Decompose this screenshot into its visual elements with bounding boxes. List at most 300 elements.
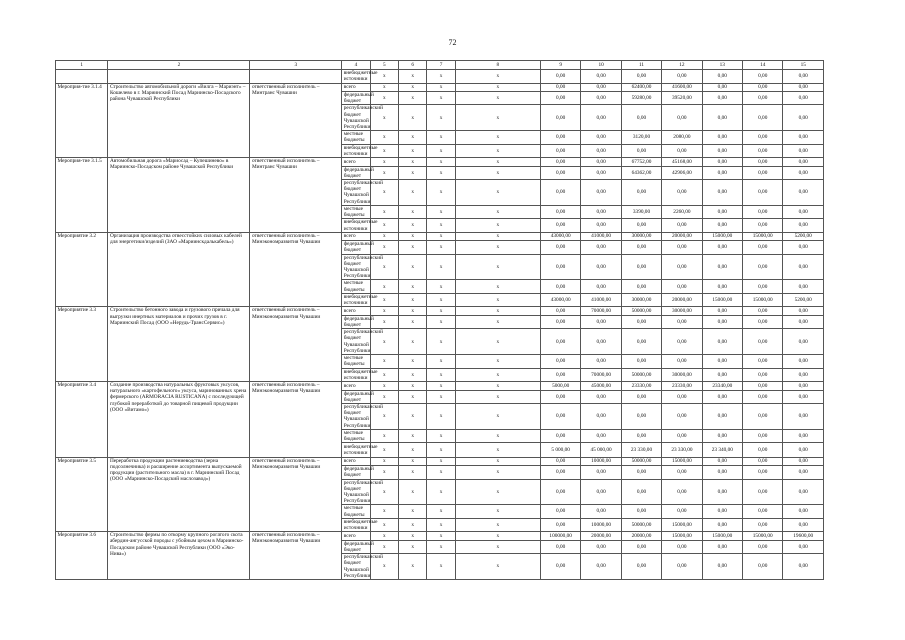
value-cell: 0,00 [540, 505, 580, 518]
funding-source: всего [342, 232, 370, 241]
measure-code: Мероприятие 3.5 [56, 457, 108, 532]
value-cell: 5200,00 [783, 232, 824, 241]
value-cell: 23 330,00 [662, 443, 702, 458]
value-cell: 0,00 [783, 382, 824, 391]
value-cell: 0,00 [581, 355, 621, 368]
value-cell: 30000,00 [621, 293, 661, 307]
value-cell: 5000,00 [540, 382, 580, 391]
code-cell: x [370, 505, 398, 518]
column-number: 8 [455, 61, 540, 70]
code-cell: x [399, 166, 427, 179]
value-cell: 0,00 [783, 180, 824, 206]
value-cell: 0,00 [581, 466, 621, 479]
code-cell: x [399, 158, 427, 167]
value-cell: 20000,00 [662, 232, 702, 241]
code-cell: x [455, 403, 540, 429]
value-cell: 0,00 [540, 70, 580, 84]
code-cell: x [427, 315, 455, 328]
code-cell: x [427, 144, 455, 158]
value-cell: 0,00 [743, 355, 783, 368]
value-cell: 0,00 [702, 144, 742, 158]
value-cell: 64362,00 [621, 166, 661, 179]
value-cell: 0,00 [581, 131, 621, 144]
code-cell: x [370, 105, 398, 131]
code-cell: x [370, 368, 398, 382]
value-cell: 0,00 [743, 180, 783, 206]
value-cell: 0,00 [621, 280, 661, 293]
code-cell: x [455, 368, 540, 382]
value-cell: 0,00 [540, 457, 580, 466]
code-cell: x [370, 70, 398, 84]
value-cell: 0,00 [783, 70, 824, 84]
value-cell: 0,00 [621, 390, 661, 403]
value-cell: 0,00 [783, 254, 824, 280]
code-cell: x [399, 532, 427, 541]
funding-source: республиканский бюджет Чувашской Республики [343, 554, 383, 579]
value-cell: 0,00 [783, 390, 824, 403]
value-cell: 0,00 [783, 429, 824, 442]
value-cell: 0,00 [540, 166, 580, 179]
value-cell: 0,00 [581, 429, 621, 442]
table-row [56, 457, 824, 466]
value-cell: 0,00 [581, 205, 621, 218]
value-cell: 5 000,00 [540, 443, 580, 458]
funding-source: федеральный бюджет [343, 92, 374, 105]
value-cell: 0,00 [662, 540, 702, 553]
value-cell: 0,00 [540, 466, 580, 479]
value-cell: 0,00 [662, 144, 702, 158]
value-cell: 0,00 [783, 355, 824, 368]
value-cell: 0,00 [540, 479, 580, 505]
code-cell: x [399, 131, 427, 144]
value-cell: 0,00 [702, 307, 742, 316]
code-cell: x [399, 280, 427, 293]
value-cell: 70000,00 [581, 307, 621, 316]
value-cell: 67752,00 [621, 158, 661, 167]
value-cell: 62400,00 [621, 83, 661, 92]
value-cell: 0,00 [621, 315, 661, 328]
measure-name: Создание производства натуральных фруктовых уксусов, натурального «картофельного» уксуса, маринованных хрена фермерского (ARMORACIA RUSTICANA) с последующей глубокой переработкой до товарной пищевой продукции (ООО «Витамо») [108, 382, 250, 458]
value-cell: 0,00 [621, 219, 661, 233]
code-cell: x [399, 382, 427, 391]
value-cell: 0,00 [702, 368, 742, 382]
code-cell: x [427, 293, 455, 307]
value-cell: 0,00 [743, 540, 783, 553]
code-cell: x [370, 180, 398, 206]
code-cell: x [455, 232, 540, 241]
value-cell: 23330,00 [621, 382, 661, 391]
code-cell: x [427, 131, 455, 144]
value-cell: 0,00 [702, 554, 742, 580]
value-cell: 70000,00 [581, 368, 621, 382]
code-cell: x [455, 293, 540, 307]
value-cell: 0,00 [702, 254, 742, 280]
code-cell: x [455, 205, 540, 218]
value-cell: 0,00 [662, 280, 702, 293]
column-number: 13 [702, 61, 742, 70]
funding-source: внебюджетные источники [343, 518, 378, 531]
value-cell: 50000,00 [621, 518, 661, 532]
measure-executor: ответственный исполнитель – Минэкономразвития Чувашии [250, 232, 342, 307]
value-cell: 0,00 [743, 144, 783, 158]
value-cell: 0,00 [783, 554, 824, 580]
code-cell: x [399, 355, 427, 368]
value-cell: 0,00 [581, 70, 621, 84]
funding-source: местные бюджеты [342, 205, 370, 218]
value-cell: 15000,00 [743, 532, 783, 541]
value-cell: 0,00 [662, 403, 702, 429]
column-number: 7 [427, 61, 455, 70]
value-cell: 0,00 [702, 479, 742, 505]
value-cell: 0,00 [540, 144, 580, 158]
value-cell: 0,00 [662, 466, 702, 479]
column-number: 11 [621, 61, 661, 70]
code-cell: x [399, 293, 427, 307]
value-cell: 0,00 [743, 280, 783, 293]
code-cell: x [370, 131, 398, 144]
value-cell: 0,00 [743, 158, 783, 167]
code-cell: x [427, 429, 455, 442]
value-cell: 0,00 [581, 92, 621, 105]
value-cell: 0,00 [540, 280, 580, 293]
value-cell: 0,00 [743, 382, 783, 391]
value-cell: 0,00 [743, 443, 783, 458]
value-cell: 0,00 [702, 92, 742, 105]
value-cell: 0,00 [743, 403, 783, 429]
code-cell: x [427, 390, 455, 403]
code-cell: x [399, 518, 427, 532]
value-cell: 20000,00 [621, 532, 661, 541]
code-cell: x [399, 315, 427, 328]
value-cell: 0,00 [621, 144, 661, 158]
code-cell: x [370, 355, 398, 368]
funding-source: федеральный бюджет [343, 315, 374, 329]
value-cell: 0,00 [783, 205, 824, 218]
code-cell: x [399, 232, 427, 241]
measure-code: Мероприятие 3.3 [56, 307, 108, 382]
value-cell: 0,00 [783, 368, 824, 382]
value-cell: 0,00 [743, 92, 783, 105]
code-cell: x [455, 554, 540, 580]
code-cell: x [399, 180, 427, 206]
value-cell: 0,00 [662, 180, 702, 206]
code-cell: x [427, 219, 455, 233]
table-row [56, 382, 824, 391]
column-number: 9 [540, 61, 580, 70]
measure-executor: ответственный исполнитель – Минэкономразвития Чувашии [250, 382, 342, 458]
code-cell: x [399, 329, 427, 355]
value-cell: 0,00 [621, 479, 661, 505]
value-cell: 100000,00 [540, 532, 580, 541]
column-number: 4 [342, 61, 370, 70]
value-cell: 0,00 [662, 254, 702, 280]
column-number: 14 [743, 61, 783, 70]
funding-source: республиканский бюджет Чувашской Республики [343, 329, 383, 354]
value-cell: 0,00 [702, 390, 742, 403]
code-cell: x [427, 205, 455, 218]
value-cell: 0,00 [621, 540, 661, 553]
code-cell: x [455, 518, 540, 532]
measure-name: Организация производства отвесстойких силовых кабелей для энергетики/изделий (ЗАО «Мариинскдалькабель») [108, 232, 250, 307]
value-cell: 20000,00 [662, 293, 702, 307]
funding-source: местные бюджеты [342, 355, 370, 368]
code-cell: x [370, 403, 398, 429]
code-cell: x [370, 443, 398, 458]
code-cell: x [370, 518, 398, 532]
code-cell: x [427, 280, 455, 293]
value-cell: 0,00 [662, 429, 702, 442]
value-cell: 0,00 [581, 479, 621, 505]
value-cell: 41600,00 [662, 83, 702, 92]
code-cell: x [370, 232, 398, 241]
value-cell: 0,00 [783, 105, 824, 131]
table-row [56, 70, 824, 84]
value-cell: 15000,00 [702, 232, 742, 241]
value-cell: 0,00 [540, 83, 580, 92]
table-row [56, 307, 824, 316]
value-cell: 0,00 [540, 368, 580, 382]
value-cell: 0,00 [783, 280, 824, 293]
value-cell: 0,00 [581, 166, 621, 179]
code-cell: x [370, 241, 398, 254]
code-cell: x [427, 403, 455, 429]
value-cell: 43000,00 [540, 232, 580, 241]
value-cell: 15000,00 [743, 232, 783, 241]
value-cell: 0,00 [783, 166, 824, 179]
value-cell: 0,00 [581, 315, 621, 328]
measure-executor: ответственный исполнитель – Минэкономразвития Чувашии [250, 307, 342, 382]
value-cell: 0,00 [540, 241, 580, 254]
measure-name: Строительство бетонного завода и грузового причала для выгрузки инертных материалов и прочих грузов в г. Мариинский Посад (ООО «Нерудь-ТрансСервис») [108, 307, 250, 382]
code-cell: x [427, 518, 455, 532]
code-cell: x [370, 466, 398, 479]
code-cell: x [399, 219, 427, 233]
value-cell: 3120,00 [621, 131, 661, 144]
code-cell: x [399, 479, 427, 505]
value-cell: 23 330,00 [621, 443, 661, 458]
value-cell: 0,00 [743, 219, 783, 233]
value-cell: 0,00 [581, 280, 621, 293]
code-cell: x [399, 144, 427, 158]
value-cell: 0,00 [702, 180, 742, 206]
measure-name: Строительство фермы по откорму крупного рогатого скота абердин-ангусской породы с убойным цехом в Мариинско-Посадском районе Чувашской Республики (ООО «Эко-Нива») [108, 532, 250, 580]
value-cell: 0,00 [581, 144, 621, 158]
value-cell: 0,00 [702, 429, 742, 442]
funding-source: федеральный бюджет [343, 390, 374, 403]
value-cell: 10000,00 [581, 457, 621, 466]
funding-source: внебюджетные источники [343, 443, 378, 456]
code-cell: x [427, 443, 455, 458]
code-cell: x [399, 540, 427, 553]
value-cell: 0,00 [783, 466, 824, 479]
value-cell: 0,00 [581, 219, 621, 233]
value-cell: 0,00 [621, 355, 661, 368]
value-cell: 0,00 [743, 307, 783, 316]
value-cell: 0,00 [621, 105, 661, 131]
code-cell: x [427, 532, 455, 541]
value-cell: 2080,00 [662, 131, 702, 144]
code-cell: x [370, 532, 398, 541]
code-cell: x [455, 219, 540, 233]
value-cell: 45 000,00 [581, 443, 621, 458]
code-cell: x [455, 166, 540, 179]
value-cell: 0,00 [702, 403, 742, 429]
column-number: 3 [250, 61, 342, 70]
code-cell: x [427, 307, 455, 316]
code-cell: x [455, 158, 540, 167]
value-cell: 30000,00 [621, 232, 661, 241]
value-cell: 0,00 [783, 83, 824, 92]
value-cell: 0,00 [540, 105, 580, 131]
value-cell: 0,00 [662, 505, 702, 518]
value-cell: 0,00 [540, 518, 580, 532]
column-number: 15 [783, 61, 824, 70]
value-cell: 0,00 [581, 254, 621, 280]
value-cell: 0,00 [581, 403, 621, 429]
code-cell: x [370, 329, 398, 355]
code-cell: x [370, 429, 398, 442]
funding-source: всего [342, 158, 370, 167]
value-cell: 23330,00 [662, 382, 702, 391]
value-cell: 45000,00 [581, 382, 621, 391]
code-cell: x [370, 390, 398, 403]
code-cell: x [455, 466, 540, 479]
code-cell: x [399, 457, 427, 466]
code-cell: x [427, 457, 455, 466]
code-cell: x [370, 315, 398, 328]
value-cell: 0,00 [743, 368, 783, 382]
code-cell: x [427, 232, 455, 241]
value-cell: 0,00 [621, 554, 661, 580]
code-cell: x [455, 254, 540, 280]
value-cell: 0,00 [783, 518, 824, 532]
value-cell: 0,00 [783, 457, 824, 466]
code-cell: x [455, 92, 540, 105]
value-cell: 0,00 [540, 540, 580, 553]
value-cell: 59280,00 [621, 92, 661, 105]
value-cell: 0,00 [581, 390, 621, 403]
funding-source: всего [342, 307, 370, 316]
code-cell: x [370, 457, 398, 466]
code-cell: x [455, 315, 540, 328]
value-cell: 0,00 [702, 355, 742, 368]
value-cell: 0,00 [581, 329, 621, 355]
value-cell: 0,00 [540, 158, 580, 167]
page-number: 72 [448, 38, 457, 47]
value-cell: 0,00 [581, 505, 621, 518]
value-cell: 0,00 [783, 505, 824, 518]
funding-source: местные бюджеты [342, 505, 370, 518]
value-cell: 0,00 [662, 390, 702, 403]
table-row [56, 158, 824, 167]
code-cell: x [399, 429, 427, 442]
code-cell: x [370, 540, 398, 553]
funding-source: всего [342, 83, 370, 92]
column-number: 1 [56, 61, 108, 70]
code-cell: x [399, 254, 427, 280]
empty-cell [250, 70, 342, 84]
code-cell: x [399, 241, 427, 254]
value-cell: 0,00 [702, 166, 742, 179]
value-cell: 15000,00 [662, 532, 702, 541]
value-cell: 0,00 [743, 457, 783, 466]
funding-source: республиканский бюджет Чувашской Республики [343, 403, 383, 429]
value-cell: 0,00 [540, 329, 580, 355]
code-cell: x [370, 307, 398, 316]
value-cell: 30000,00 [662, 368, 702, 382]
code-cell: x [455, 329, 540, 355]
measure-code: Мероприятие 3.6 [56, 532, 108, 580]
value-cell: 0,00 [783, 443, 824, 458]
value-cell: 0,00 [783, 158, 824, 167]
funding-source: федеральный бюджет [343, 241, 374, 254]
value-cell: 3390,00 [621, 205, 661, 218]
column-number: 5 [370, 61, 398, 70]
code-cell: x [455, 83, 540, 92]
value-cell: 0,00 [783, 144, 824, 158]
value-cell: 0,00 [662, 329, 702, 355]
code-cell: x [427, 479, 455, 505]
measure-executor: ответственный исполнитель – Минтранс Чувашии [250, 83, 342, 158]
value-cell: 0,00 [743, 241, 783, 254]
code-cell: x [455, 443, 540, 458]
code-cell: x [455, 540, 540, 553]
value-cell: 19600,00 [783, 532, 824, 541]
value-cell: 0,00 [540, 390, 580, 403]
code-cell: x [370, 83, 398, 92]
value-cell: 0,00 [783, 92, 824, 105]
value-cell: 0,00 [540, 403, 580, 429]
value-cell: 0,00 [743, 479, 783, 505]
code-cell: x [455, 532, 540, 541]
code-cell: x [427, 70, 455, 84]
value-cell: 0,00 [702, 219, 742, 233]
value-cell: 0,00 [581, 241, 621, 254]
code-cell: x [399, 307, 427, 316]
value-cell: 0,00 [662, 105, 702, 131]
code-cell: x [427, 368, 455, 382]
funding-source: республиканский бюджет Чувашской Республики [343, 180, 383, 205]
code-cell: x [455, 144, 540, 158]
value-cell: 0,00 [743, 329, 783, 355]
value-cell: 0,00 [702, 315, 742, 328]
column-number: 2 [108, 61, 250, 70]
value-cell: 0,00 [581, 158, 621, 167]
value-cell: 23 340,00 [702, 443, 742, 458]
value-cell: 0,00 [540, 429, 580, 442]
value-cell: 0,00 [743, 105, 783, 131]
value-cell: 0,00 [702, 105, 742, 131]
value-cell: 0,00 [662, 479, 702, 505]
table-body [56, 61, 824, 580]
code-cell: x [427, 355, 455, 368]
measure-name: Строительство автомобильной дороги «Вилга – Мариэнт» – Кошелево в г. Мариинский Посад Мариинско-Посадского района Чувашской Республики [108, 83, 250, 158]
value-cell: 15000,00 [662, 457, 702, 466]
value-cell: 0,00 [702, 70, 742, 84]
code-cell: x [370, 205, 398, 218]
measure-code: Мероприя-тие 3.1.5 [56, 158, 108, 233]
code-cell: x [427, 254, 455, 280]
code-cell: x [370, 280, 398, 293]
column-number: 10 [581, 61, 621, 70]
value-cell: 0,00 [662, 315, 702, 328]
value-cell: 0,00 [743, 70, 783, 84]
funding-source: республиканский бюджет Чувашской Республики [343, 105, 383, 131]
funding-source: внебюджетные источники [343, 293, 378, 307]
value-cell: 0,00 [702, 205, 742, 218]
funding-source: республиканский бюджет Чувашской Республики [343, 479, 383, 505]
measure-name: Автомобильная дорога «Мариосад – Купешинево» в Мариинско-Посадском районе Чувашской Республики [108, 158, 250, 233]
